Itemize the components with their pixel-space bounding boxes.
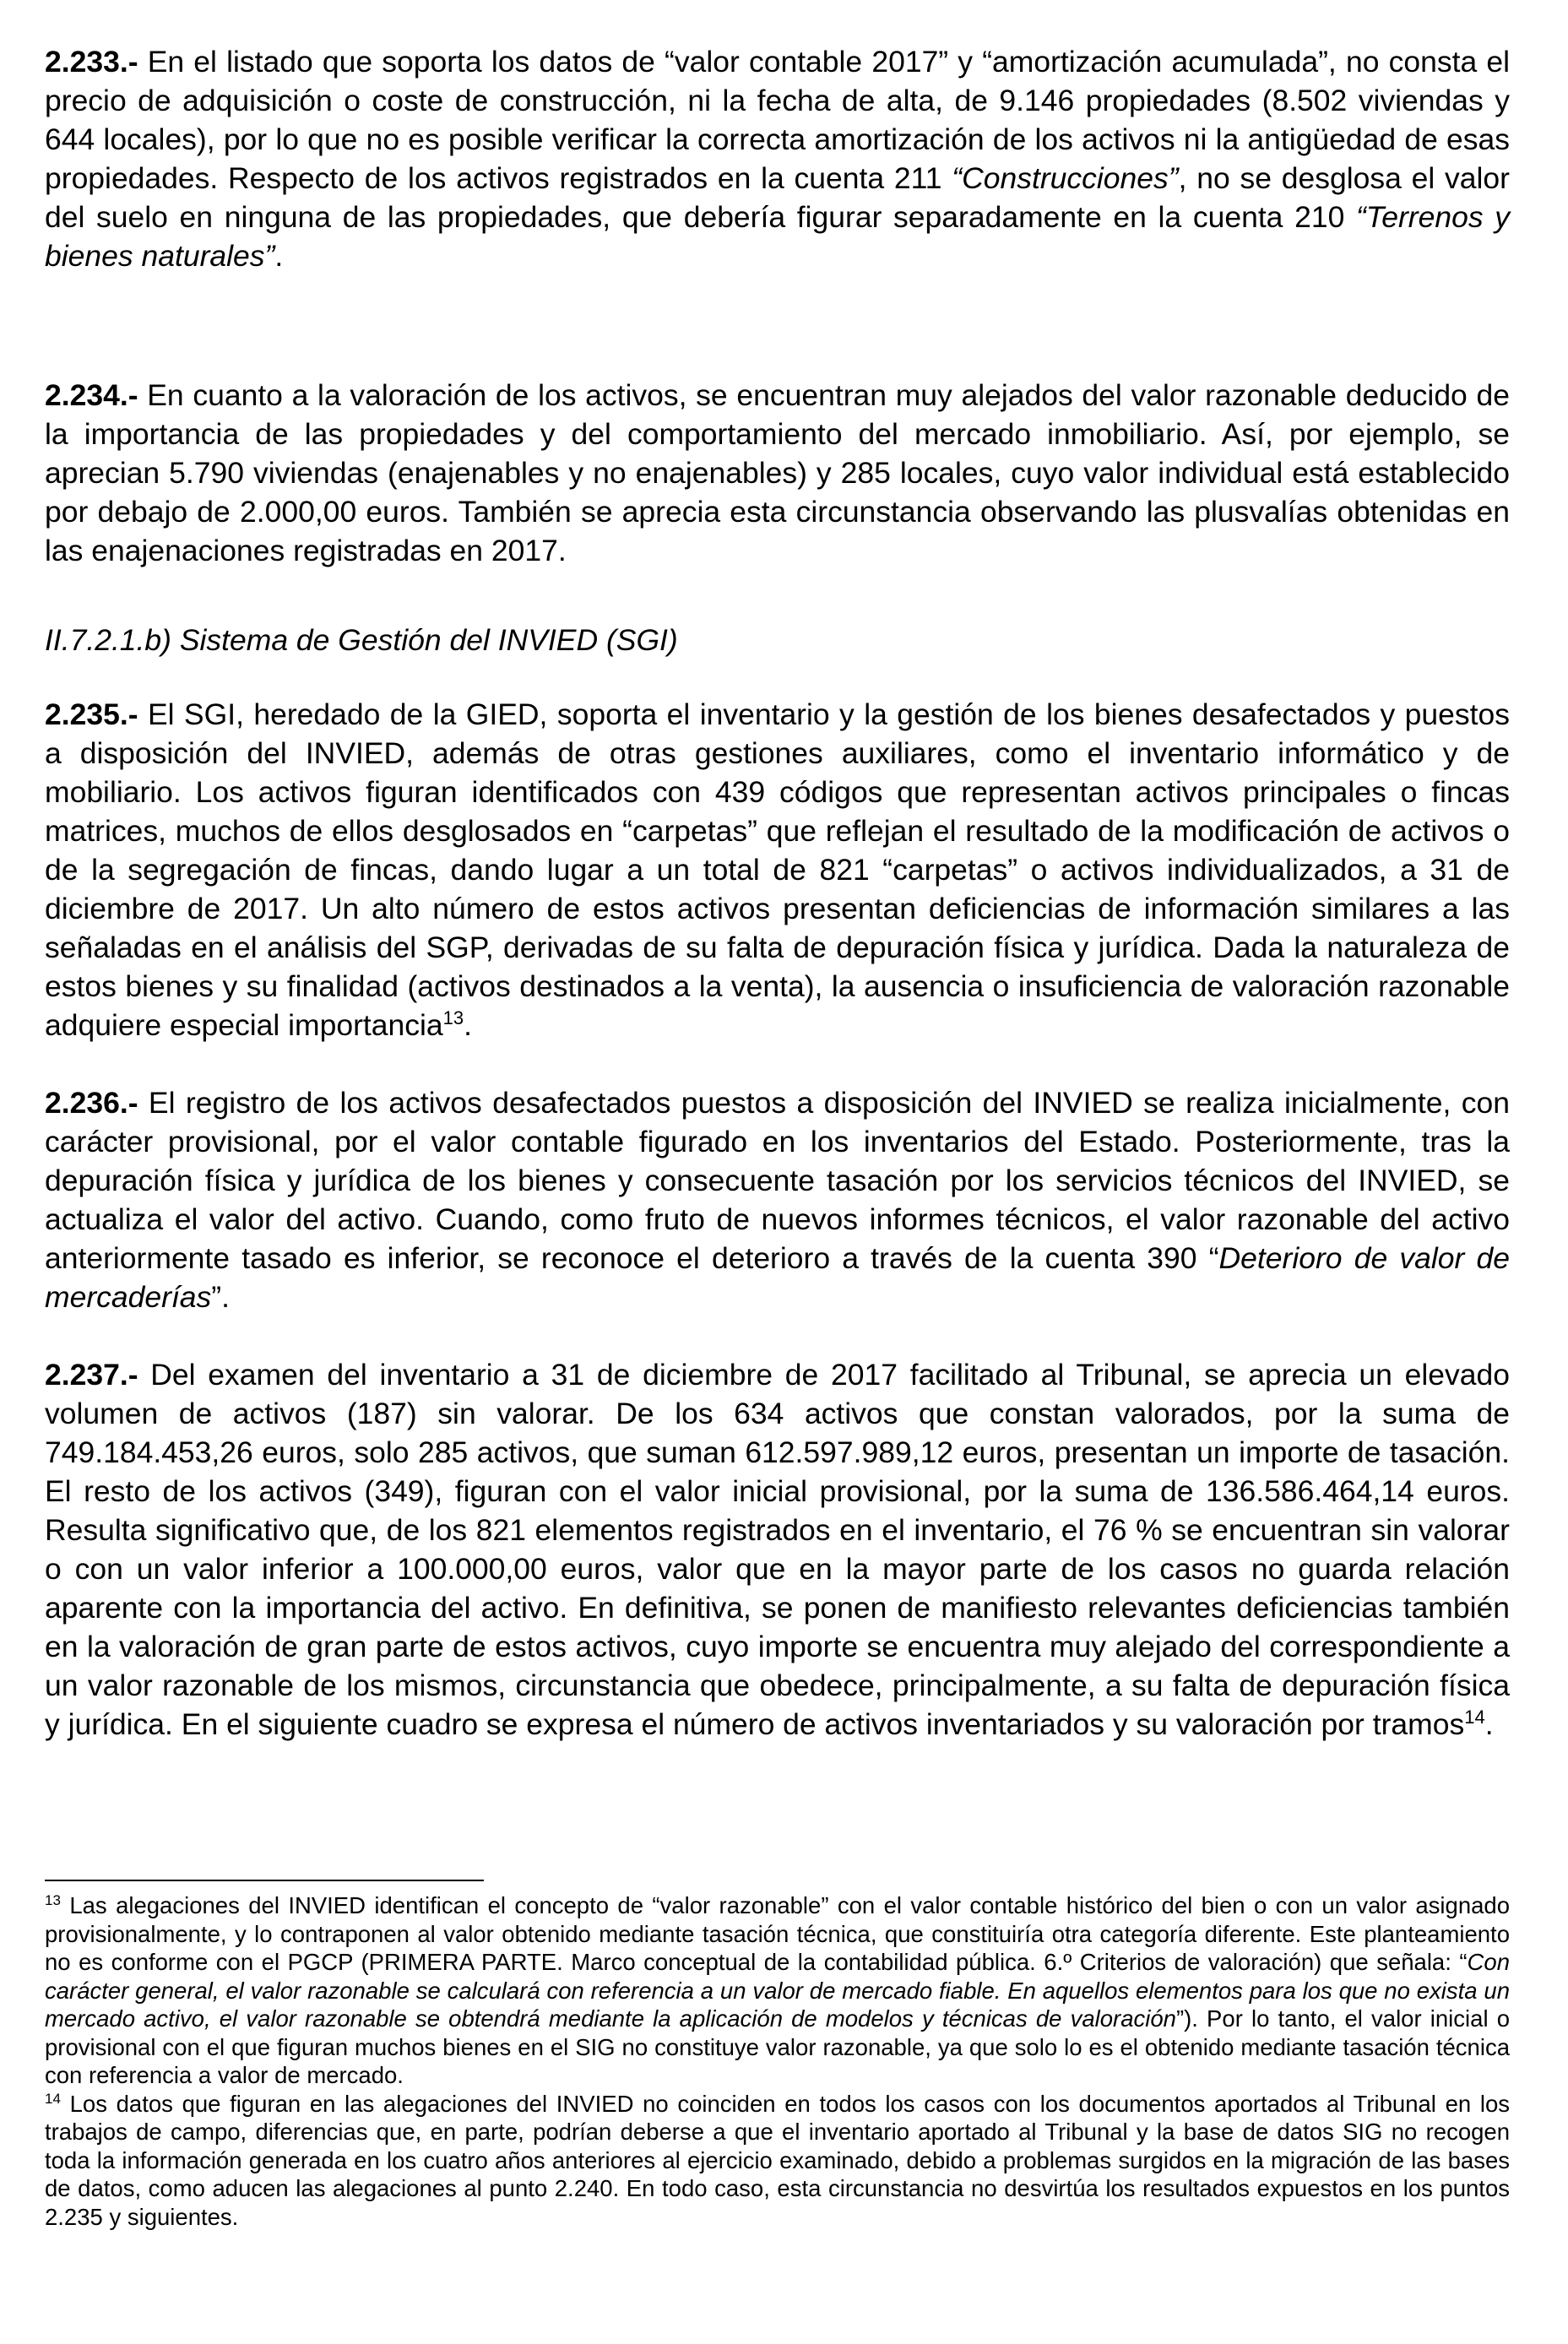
footnote-text: Las alegaciones del INVIED identifican el concepto de “valor razonable” con el valor contable histórico del bien o con un valor asignado provisionalmente, y lo contraponen al valor obtenido mediante tasación técnica, que constituiría otra categoría diferente. Este planteamiento no es conforme con el PGCP (PRIMERA PARTE. Marco conceptual de la contabilidad pública. 6.º Criterios de valoración) que señala: “ xyxy=(45,1892,1510,1975)
paragraph-text: El SGI, heredado de la GIED, soporta el inventario y la gestión de los bienes desafectados y puestos a disposición del INVIED, además de otras gestiones auxiliares, como el inventario informático y de mobiliario. Los activos figuran identificados con 439 códigos que representan activos principales o fincas matrices, muchos de ellos desglosados en “carpetas” que reflejan el resultado de la modificación de activos o de la segregación de fincas, dando lugar a un total de 821 “carpetas” o activos individualizados, a 31 de diciembre de 2017. Un alto número de estos activos presentan deficiencias de información similares a las señaladas en el análisis del SGP, derivadas de su falta de depuración física y jurídica. Dada la naturaleza de estos bienes y su finalidad (activos destinados a la venta), la ausencia o insuficiencia de valoración razonable adquiere especial importancia xyxy=(45,697,1510,1042)
paragraph-text: En cuanto a la valoración de los activos, se encuentran muy alejados del valor razonable deducido de la importancia de las propiedades y del comportamiento del mercado inmobiliario. Así, por ejemplo, se aprecian 5.790 viviendas (enajenables y no enajenables) y 285 locales, cuyo valor individual está establecido por debajo de 2.000,00 euros. También se aprecia esta circunstancia observando las plusvalías obtenidas en las enajenaciones registradas en 2017. xyxy=(45,378,1510,567)
paragraph-number: 2.235.- xyxy=(45,697,138,731)
paragraph-number: 2.234.- xyxy=(45,378,138,412)
paragraph-text: , no se desglosa el valor del suelo en ninguna de las propiedades, que debería figurar separadamente en la cuenta 210 xyxy=(45,161,1510,234)
footnote-text: Los datos que figuran en las alegaciones del INVIED no coinciden en todos los casos con los documentos aportados al Tribunal en los trabajos de campo, diferencias que, en parte, podrían deberse a que el inventario aportado al Tribunal y la base de datos SIG no recogen toda la información generada en los cuatro años anteriores al ejercicio examinado, debido a problemas surgidos en la migración de las bases de datos, como aducen las alegaciones al punto 2.240. En todo caso, esta circunstancia no desvirtúa los resultados expuestos en los puntos 2.235 y siguientes. xyxy=(45,2090,1510,2230)
paragraph-text: . xyxy=(1484,1707,1494,1741)
footnote-ref-13[interactable]: 13 xyxy=(442,1007,464,1029)
paragraph-number: 2.233.- xyxy=(45,45,138,79)
paragraph-text: ”. xyxy=(211,1280,230,1314)
paragraph-2-237 xyxy=(45,1355,1510,1744)
section-heading: II.7.2.1.b) Sistema de Gestión del INVIED (SGI) xyxy=(45,623,678,657)
paragraph-text: En el listado que soporta los datos de “valor contable 2017” y “amortización acumulada”, no consta el precio de adquisición o coste de construcción, ni la fecha de alta, de 9.146 propiedades (8.502 viviendas y 644 locales), por lo que no es posible verificar la correcta amortización de los activos ni la antigüedad de esas propiedades. Respecto de los activos registrados en la cuenta 211 xyxy=(45,45,1510,195)
paragraph-italic-text: “Construcciones” xyxy=(952,161,1179,195)
paragraph-italic-text: Deterioro de valor de mercaderías xyxy=(45,1241,1511,1314)
footnote-text: ”). Por lo tanto, el valor inicial o provisional con el que figuran muchos bienes en el SIG no constituye valor razonable, ya que solo lo es el obtenido mediante tasación técnica con referencia a valor de mercado. xyxy=(45,2005,1510,2088)
paragraph-italic-text: “Terrenos y bienes naturales” xyxy=(45,200,1510,273)
footnotes xyxy=(45,1891,1510,2231)
footnote-italic-text: Con carácter general, el valor razonable se calculará con referencia a un valor de mercado fiable. En aquellos elementos para los que no exista un mercado activo, el valor razonable se obtendrá mediante la aplicación de modelos y técnicas de valoración xyxy=(45,1949,1510,2032)
footnote-13 xyxy=(45,1891,1510,2090)
paragraph-2-233 xyxy=(45,42,1510,275)
footnote-ref-14[interactable]: 14 xyxy=(1464,1706,1485,1728)
paragraph-text: Del examen del inventario a 31 de diciembre de 2017 facilitado al Tribunal, se aprecia un elevado volumen de activos (187) sin valorar. De los 634 activos que constan valorados, por la suma de 749.184.453,26 euros, solo 285 activos, que suman 612.597.989,12 euros, presentan un importe de tasación. El resto de los activos (349), figuran con el valor inicial provisional, por la suma de 136.586.464,14 euros. Resulta significativo que, de los 821 elementos registrados en el inventario, el 76 % se encuentran sin valorar o con un valor inferior a 100.000,00 euros, valor que en la mayor parte de los casos no guarda relación aparente con la importancia del activo. En definitiva, se ponen de manifiesto relevantes deficiencias también en la valoración de gran parte de estos activos, cuyo importe se encuentra muy alejado del correspondiente a un valor razonable de los mismos, circunstancia que obedece, principalmente, a su falta de depuración física y jurídica. En el siguiente cuadro se expresa el número de activos inventariados y su valoración por tramos xyxy=(45,1358,1510,1741)
footnote-14 xyxy=(45,2090,1510,2232)
paragraph-2-234 xyxy=(45,376,1510,570)
paragraph-text: . xyxy=(464,1008,472,1042)
paragraph-number: 2.236.- xyxy=(45,1086,138,1120)
paragraph-2-235 xyxy=(45,695,1510,1044)
paragraph-2-236 xyxy=(45,1083,1510,1316)
paragraph-text: . xyxy=(274,239,284,273)
footnote-mark: 13 xyxy=(45,1891,61,1908)
paragraph-text: El registro de los activos desafectados puestos a disposición del INVIED se realiza inicialmente, con carácter provisional, por el valor contable figurado en los inventarios del Estado. Posteriormente, tras la depuración física y jurídica de los bienes y consecuente tasación por los servicios técnicos del INVIED, se actualiza el valor del activo. Cuando, como fruto de nuevos informes técnicos, el valor razonable del activo anteriormente tasado es inferior, se reconoce el deterioro a través de la cuenta 390 “ xyxy=(45,1086,1510,1275)
paragraph-number: 2.237.- xyxy=(45,1358,138,1392)
footnote-separator xyxy=(45,1880,484,1881)
footnote-mark: 14 xyxy=(45,2090,61,2107)
document-body xyxy=(45,42,1510,1744)
